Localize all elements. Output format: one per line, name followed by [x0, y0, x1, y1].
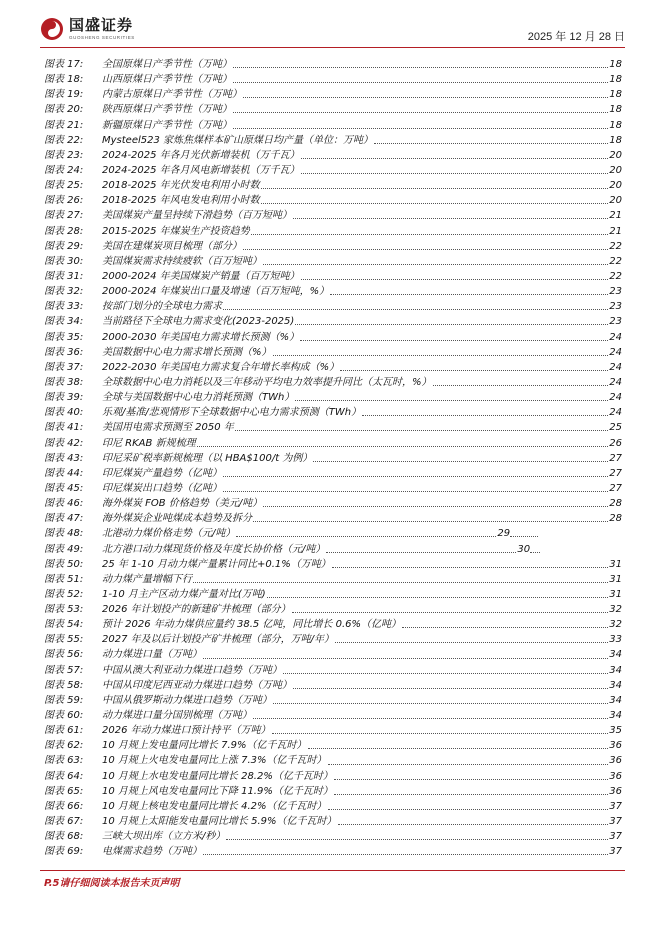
- toc-entry-page: 34: [609, 694, 622, 706]
- dot-leader: [243, 97, 608, 98]
- toc-entry-title: 陕西原煤日产季节性（万吨）: [102, 104, 232, 116]
- dot-leader: [295, 400, 608, 401]
- dot-leader: [223, 476, 608, 477]
- toc-entry[interactable]: [44, 753, 622, 768]
- toc-entry[interactable]: [44, 617, 622, 632]
- toc-entry-title: 电煤需求趋势（万吨）: [102, 846, 202, 858]
- dot-leader: [253, 521, 608, 522]
- toc-entry-label: 图表 51:: [44, 573, 84, 585]
- dot-leader: [340, 370, 608, 371]
- toc-entry-page: 20: [609, 149, 622, 161]
- toc-entry-label: 图表 54:: [44, 619, 84, 631]
- toc-entry-page: 18: [609, 134, 622, 146]
- dot-leader: [293, 218, 608, 219]
- toc-entry-page: 35: [609, 725, 622, 737]
- dot-leader: [261, 188, 609, 189]
- toc-entry-title: 2018-2025 年风电发电利用小时数: [102, 195, 260, 207]
- toc-entry-page: 31: [609, 573, 622, 585]
- toc-entry-page: 37: [609, 816, 622, 828]
- toc-entry-page: 30: [517, 543, 531, 555]
- toc-entry-label: 图表 66:: [44, 800, 84, 812]
- toc-entry-page: 22: [609, 255, 622, 267]
- toc-entry[interactable]: [44, 829, 622, 844]
- dot-leader: [301, 173, 609, 174]
- footer-divider: [40, 870, 625, 871]
- dot-leader: [328, 809, 609, 810]
- toc-entry-label: 图表 37:: [44, 361, 84, 373]
- toc-entry-page: 32: [609, 604, 622, 616]
- toc-entry-page: 18: [609, 104, 622, 116]
- toc-entry-label: 图表 55:: [44, 634, 84, 646]
- toc-entry-label: 图表 25:: [44, 180, 84, 192]
- toc-entry[interactable]: [44, 436, 622, 451]
- toc-entry-page: 33: [609, 634, 622, 646]
- toc-entry[interactable]: [44, 723, 622, 738]
- toc-entry-title: 山西原煤日产季节性（万吨）: [102, 74, 232, 86]
- toc-entry-page: 18: [609, 74, 622, 86]
- dot-leader: [223, 491, 608, 492]
- toc-entry[interactable]: [44, 87, 622, 102]
- dot-leader-trail: [510, 536, 538, 537]
- toc-entry-title: 新疆原煤日产季节性（万吨）: [102, 119, 232, 131]
- toc-entry-label: 图表 46:: [44, 498, 84, 510]
- dot-leader: [338, 824, 609, 825]
- toc-entry-page: 18: [609, 119, 622, 131]
- dot-leader: [334, 794, 608, 795]
- toc-entry-title: 美国煤炭产量呈持续下滑趋势（百万短吨）: [102, 210, 292, 222]
- toc-entry-title: 印尼煤炭产量趋势（亿吨）: [102, 467, 222, 479]
- toc-entry-page: 36: [609, 755, 622, 767]
- toc-entry[interactable]: [44, 57, 622, 72]
- toc-entry-label: 图表 57:: [44, 664, 84, 676]
- toc-entry-title: 2022-2030 年美国电力需求复合年增长率构成（%）: [102, 361, 340, 373]
- toc-entry-page: 32: [609, 619, 622, 631]
- toc-entry[interactable]: [44, 542, 622, 557]
- dot-leader: [313, 461, 608, 462]
- toc-entry-title: 10 月规上火电发电量同比上涨 7.3%（亿千瓦时）: [102, 755, 327, 767]
- toc-entry-label: 图表 61:: [44, 725, 84, 737]
- toc-entry-title: 海外煤炭 FOB 价格趋势（美元/吨）: [102, 498, 263, 510]
- toc-entry-page: 20: [609, 195, 622, 207]
- toc-entry-label: 图表 68:: [44, 831, 84, 843]
- toc-entry-label: 图表 33:: [44, 301, 84, 313]
- toc-entry[interactable]: [44, 284, 622, 299]
- toc-entry[interactable]: [44, 299, 622, 314]
- toc-entry-page: 24: [609, 346, 622, 358]
- toc-entry-page: 29: [497, 528, 511, 540]
- dot-leader: [283, 673, 608, 674]
- dot-leader-trail: [530, 552, 540, 553]
- dot-leader: [300, 340, 608, 341]
- toc-entry-page: 28: [609, 498, 622, 510]
- toc-entry-title: 预计 2026 年动力煤供应量约 38.5 亿吨，同比增长 0.6%（亿吨）: [102, 619, 402, 631]
- toc-entry-title: 按部门划分的全球电力需求: [102, 301, 222, 313]
- toc-entry-label: 图表 36:: [44, 346, 84, 358]
- toc-entry-label: 图表 26:: [44, 195, 84, 207]
- toc-entry-page: 23: [609, 286, 622, 298]
- toc-entry[interactable]: [44, 784, 622, 799]
- toc-entry-title: 10 月规上水电发电量同比增长 28.2%（亿千瓦时）: [102, 770, 333, 782]
- toc-entry-title: 2000-2030 年美国电力需求增长预测（%）: [102, 331, 300, 343]
- toc-entry-page: 24: [609, 331, 622, 343]
- toc-entry[interactable]: [44, 814, 622, 829]
- dot-leader: [235, 430, 608, 431]
- report-date: 2025 年 12 月 28 日: [527, 31, 625, 43]
- page-header: [0, 0, 662, 50]
- toc-entry-label: 图表 18:: [44, 74, 84, 86]
- header-divider: [40, 47, 625, 48]
- toc-entry-page: 36: [609, 740, 622, 752]
- dot-leader: [261, 203, 609, 204]
- toc-entry-label: 图表 43:: [44, 452, 84, 464]
- toc-entry-title: 美国在建煤炭项目梳理（部分）: [102, 240, 242, 252]
- toc-entry-label: 图表 38:: [44, 376, 84, 388]
- toc-entry-label: 图表 30:: [44, 255, 84, 267]
- toc-entry-label: 图表 21:: [44, 119, 84, 131]
- dot-leader: [233, 128, 608, 129]
- toc-entry-title: 三峡大坝出库（立方米/秒）: [102, 831, 226, 843]
- toc-entry-title: 25 年 1-10 月动力煤产量累计同比+0.1%（万吨）: [102, 558, 331, 570]
- toc-entry-label: 图表 56:: [44, 649, 84, 661]
- toc-entry-page: 27: [609, 482, 622, 494]
- toc-entry-label: 图表 60:: [44, 710, 84, 722]
- toc-entry[interactable]: [44, 208, 622, 223]
- toc-entry[interactable]: [44, 345, 622, 360]
- dot-leader: [253, 718, 608, 719]
- toc-entry-page: 31: [609, 558, 622, 570]
- footer-disclaimer: P.5请仔细阅读本报告末页声明: [44, 878, 180, 889]
- toc-entry-label: 图表 28:: [44, 225, 84, 237]
- toc-entry[interactable]: [44, 314, 622, 329]
- dot-leader: [272, 733, 609, 734]
- dot-leader: [295, 324, 608, 325]
- toc-entry[interactable]: [44, 118, 622, 133]
- dot-leader: [330, 294, 608, 295]
- toc-entry[interactable]: [44, 269, 622, 284]
- toc-entry-title: 美国煤炭需求持续疲软（百万短吨）: [102, 255, 262, 267]
- toc-entry[interactable]: [44, 133, 622, 148]
- toc-entry[interactable]: [44, 844, 622, 859]
- toc-entry-page: 25: [609, 422, 622, 434]
- dot-leader: [433, 385, 609, 386]
- dot-leader: [362, 415, 608, 416]
- toc-entry-page: 26: [609, 437, 622, 449]
- dot-leader: [301, 279, 609, 280]
- toc-entry-label: 图表 20:: [44, 104, 84, 116]
- dot-leader: [273, 703, 608, 704]
- dot-leader: [236, 536, 496, 537]
- toc-entry-label: 图表 39:: [44, 392, 84, 404]
- toc-entry-label: 图表 59:: [44, 694, 84, 706]
- toc-entry-page: 34: [609, 710, 622, 722]
- toc-entry[interactable]: [44, 224, 622, 239]
- toc-entry-label: 图表 17:: [44, 59, 84, 70]
- dot-leader: [273, 355, 609, 356]
- toc-entry[interactable]: [44, 526, 622, 541]
- toc-entry-label: 图表 44:: [44, 467, 84, 479]
- toc-entry[interactable]: [44, 632, 622, 647]
- toc-entry-title: 美国数据中心电力需求增长预测（%）: [102, 346, 272, 358]
- toc-entry-page: 20: [609, 180, 622, 192]
- toc-entry-page: 27: [609, 467, 622, 479]
- toc-entry-title: 全国原煤日产季节性（万吨）: [102, 59, 232, 70]
- toc-entry-title: 10 月规上发电量同比增长 7.9%（亿千瓦时）: [102, 740, 307, 752]
- toc-entry[interactable]: [44, 466, 622, 481]
- toc-entry[interactable]: [44, 330, 622, 345]
- toc-entry-page: 34: [609, 679, 622, 691]
- toc-entry-page: 23: [609, 301, 622, 313]
- toc-entry-title: 1-10 月主产区动力煤产量对比(万吨): [102, 588, 266, 600]
- toc-entry-label: 图表 40:: [44, 407, 84, 419]
- toc-entry-page: 18: [609, 89, 622, 101]
- toc-entry-title: 印尼采矿税率新规梳理（以 HBA$100/t 为例）: [102, 452, 313, 464]
- toc-entry[interactable]: [44, 481, 622, 496]
- dot-leader: [223, 309, 608, 310]
- toc-entry-title: 2015-2025 年煤炭生产投资趋势: [102, 225, 250, 237]
- toc-entry-page: 24: [609, 361, 622, 373]
- toc-entry-title: 中国从澳大利亚动力煤进口趋势（万吨）: [102, 664, 282, 676]
- toc-entry-label: 图表 32:: [44, 286, 84, 298]
- dot-leader: [402, 627, 608, 628]
- dot-leader: [203, 854, 608, 855]
- toc-entry-title: 2026 年计划投产的新建矿井梳理（部分）: [102, 604, 291, 616]
- dot-leader: [233, 112, 608, 113]
- toc-entry-title: 10 月规上核电发电量同比增长 4.2%（亿千瓦时）: [102, 800, 327, 812]
- toc-entry-page: 23: [609, 316, 622, 328]
- toc-entry[interactable]: [44, 663, 622, 678]
- dot-leader: [292, 612, 609, 613]
- toc-entry[interactable]: [44, 405, 622, 420]
- dot-leader: [374, 143, 608, 144]
- toc-entry-title: Mysteel523 家炼焦煤样本矿山原煤日均产量（单位：万吨）: [102, 134, 374, 146]
- toc-entry[interactable]: [44, 678, 622, 693]
- toc-entry-title: 动力煤进口量（万吨）: [102, 649, 202, 661]
- toc-entry-page: 20: [609, 164, 622, 176]
- dot-leader: [328, 764, 609, 765]
- dot-leader: [251, 234, 609, 235]
- logo-name-en: GUOSHENG SECURITIES: [69, 34, 135, 40]
- toc-entry-label: 图表 45:: [44, 482, 84, 494]
- toc-entry[interactable]: [44, 178, 622, 193]
- toc-entry-label: 图表 42:: [44, 437, 84, 449]
- toc-entry[interactable]: [44, 769, 622, 784]
- toc-entry-label: 图表 34:: [44, 316, 84, 328]
- toc-entry[interactable]: [44, 738, 622, 753]
- toc-entry-label: 图表 67:: [44, 816, 84, 828]
- dot-leader: [334, 779, 608, 780]
- dot-leader: [332, 567, 609, 568]
- toc-entry-label: 图表 29:: [44, 240, 84, 252]
- toc-entry-page: 36: [609, 770, 622, 782]
- toc-entry[interactable]: [44, 375, 622, 390]
- toc-entry[interactable]: [44, 602, 622, 617]
- company-logo: [40, 16, 135, 42]
- dot-leader: [263, 264, 608, 265]
- toc-entry-title: 当前路径下全球电力需求变化(2023-2025): [102, 316, 295, 328]
- toc-entry-title: 2027 年及以后计划投产矿井梳理（部分，万吨/年）: [102, 634, 334, 646]
- toc-entry[interactable]: [44, 239, 622, 254]
- toc-entry-label: 图表 64:: [44, 770, 84, 782]
- dot-leader: [233, 82, 608, 83]
- toc-entry-page: 22: [609, 270, 622, 282]
- toc-entry[interactable]: [44, 451, 622, 466]
- toc-entry[interactable]: [44, 496, 622, 511]
- toc-entry-label: 图表 27:: [44, 210, 84, 222]
- toc-entry-title: 2024-2025 年各月风电新增装机（万千瓦）: [102, 164, 300, 176]
- toc-entry-label: 图表 23:: [44, 149, 84, 161]
- toc-entry-label: 图表 22:: [44, 134, 84, 146]
- dot-leader: [326, 552, 516, 553]
- figure-index-list: [44, 57, 622, 859]
- dot-leader: [293, 688, 608, 689]
- toc-entry-title: 北方港口动力煤现货价格及年度长协价格（元/吨）: [102, 543, 326, 555]
- toc-entry-title: 全球数据中心电力消耗以及三年移动平均电力效率提升同比（太瓦时，%）: [102, 376, 432, 388]
- toc-entry[interactable]: [44, 557, 622, 572]
- toc-entry-label: 图表 50:: [44, 558, 84, 570]
- dot-leader: [197, 446, 609, 447]
- dot-leader: [335, 642, 608, 643]
- toc-entry-page: 34: [609, 664, 622, 676]
- guosheng-logo-icon: [40, 17, 64, 41]
- toc-entry-page: 37: [609, 846, 622, 858]
- toc-entry-title: 全球与美国数据中心电力消耗预测（TWh）: [102, 392, 295, 404]
- toc-entry-page: 22: [609, 240, 622, 252]
- toc-entry[interactable]: [44, 693, 622, 708]
- toc-entry-label: 图表 31:: [44, 270, 84, 282]
- toc-entry-title: 2000-2024 年美国煤炭产销量（百万短吨）: [102, 270, 300, 282]
- toc-entry-page: 24: [609, 376, 622, 388]
- toc-entry-page: 18: [609, 59, 622, 70]
- logo-name-cn: 国盛证券: [69, 15, 134, 34]
- dot-leader: [203, 658, 608, 659]
- toc-entry[interactable]: [44, 511, 622, 526]
- toc-entry[interactable]: [44, 390, 622, 405]
- toc-entry-label: 图表 49:: [44, 543, 84, 555]
- toc-entry-title: 海外煤炭企业吨煤成本趋势及拆分: [102, 513, 252, 525]
- toc-entry-page: 37: [609, 800, 622, 812]
- toc-entry-label: 图表 53:: [44, 604, 84, 616]
- toc-entry-title: 2000-2024 年煤炭出口量及增速（百万短吨，%）: [102, 286, 330, 298]
- dot-leader: [267, 597, 609, 598]
- toc-entry-title: 动力煤进口量分国别梳理（万吨）: [102, 710, 252, 722]
- dot-leader: [193, 582, 608, 583]
- toc-entry[interactable]: [44, 572, 622, 587]
- toc-entry-page: 24: [609, 392, 622, 404]
- toc-entry-label: 图表 52:: [44, 588, 84, 600]
- toc-entry-title: 中国从印度尼西亚动力煤进口趋势（万吨）: [102, 679, 292, 691]
- toc-entry-title: 内蒙古原煤日产季节性（万吨）: [102, 89, 242, 101]
- toc-entry-title: 10 月规上风电发电量同比下降 11.9%（亿千瓦时）: [102, 785, 333, 797]
- toc-entry-title: 2026 年动力煤进口预计持平（万吨）: [102, 725, 271, 737]
- toc-entry-label: 图表 58:: [44, 679, 84, 691]
- toc-entry-title: 印尼 RKAB 新规梳理: [102, 437, 196, 449]
- toc-entry-title: 乐观/基准/悲观情形下全球数据中心电力需求预测（TWh）: [102, 407, 362, 419]
- toc-entry[interactable]: [44, 148, 622, 163]
- toc-entry[interactable]: [44, 193, 622, 208]
- toc-entry-title: 印尼煤炭出口趋势（亿吨）: [102, 482, 222, 494]
- toc-entry[interactable]: [44, 708, 622, 723]
- toc-entry-title: 2024-2025 年各月光伏新增装机（万千瓦）: [102, 149, 300, 161]
- dot-leader: [243, 249, 608, 250]
- toc-entry-page: 36: [609, 785, 622, 797]
- toc-entry[interactable]: [44, 360, 622, 375]
- toc-entry-page: 37: [609, 831, 622, 843]
- toc-entry[interactable]: [44, 420, 622, 435]
- toc-entry-label: 图表 35:: [44, 331, 84, 343]
- dot-leader: [226, 839, 608, 840]
- dot-leader: [233, 67, 608, 68]
- toc-entry-title: 美国用电需求预测至 2050 年: [102, 422, 234, 434]
- toc-entry-label: 图表 65:: [44, 785, 84, 797]
- toc-entry-label: 图表 62:: [44, 740, 84, 752]
- dot-leader: [263, 506, 608, 507]
- toc-entry[interactable]: [44, 647, 622, 662]
- toc-entry[interactable]: [44, 587, 622, 602]
- toc-entry[interactable]: [44, 254, 622, 269]
- toc-entry-title: 10 月规上太阳能发电量同比增长 5.9%（亿千瓦时）: [102, 816, 337, 828]
- toc-entry-label: 图表 48:: [44, 528, 84, 540]
- toc-entry-title: 2018-2025 年光伏发电利用小时数: [102, 180, 260, 192]
- toc-entry-page: 27: [609, 452, 622, 464]
- toc-entry-label: 图表 69:: [44, 846, 84, 858]
- toc-entry[interactable]: [44, 72, 622, 87]
- toc-entry-title: 中国从俄罗斯动力煤进口趋势（万吨）: [102, 694, 272, 706]
- toc-entry-page: 31: [609, 588, 622, 600]
- toc-entry[interactable]: [44, 163, 622, 178]
- toc-entry-page: 24: [609, 407, 622, 419]
- toc-entry-label: 图表 47:: [44, 513, 84, 525]
- dot-leader: [308, 748, 609, 749]
- toc-entry-title: 动力煤产量增幅下行: [102, 573, 192, 585]
- toc-entry-page: 28: [609, 513, 622, 525]
- toc-entry-page: 21: [609, 210, 622, 222]
- toc-entry-label: 图表 24:: [44, 164, 84, 176]
- toc-entry[interactable]: [44, 799, 622, 814]
- toc-entry-page: 34: [609, 649, 622, 661]
- toc-entry-label: 图表 63:: [44, 755, 84, 767]
- dot-leader: [301, 158, 609, 159]
- toc-entry-label: 图表 41:: [44, 422, 84, 434]
- toc-entry-label: 图表 19:: [44, 89, 84, 101]
- toc-entry-title: 北港动力煤价格走势（元/吨）: [102, 528, 236, 540]
- toc-entry[interactable]: [44, 102, 622, 117]
- toc-entry-page: 21: [609, 225, 622, 237]
